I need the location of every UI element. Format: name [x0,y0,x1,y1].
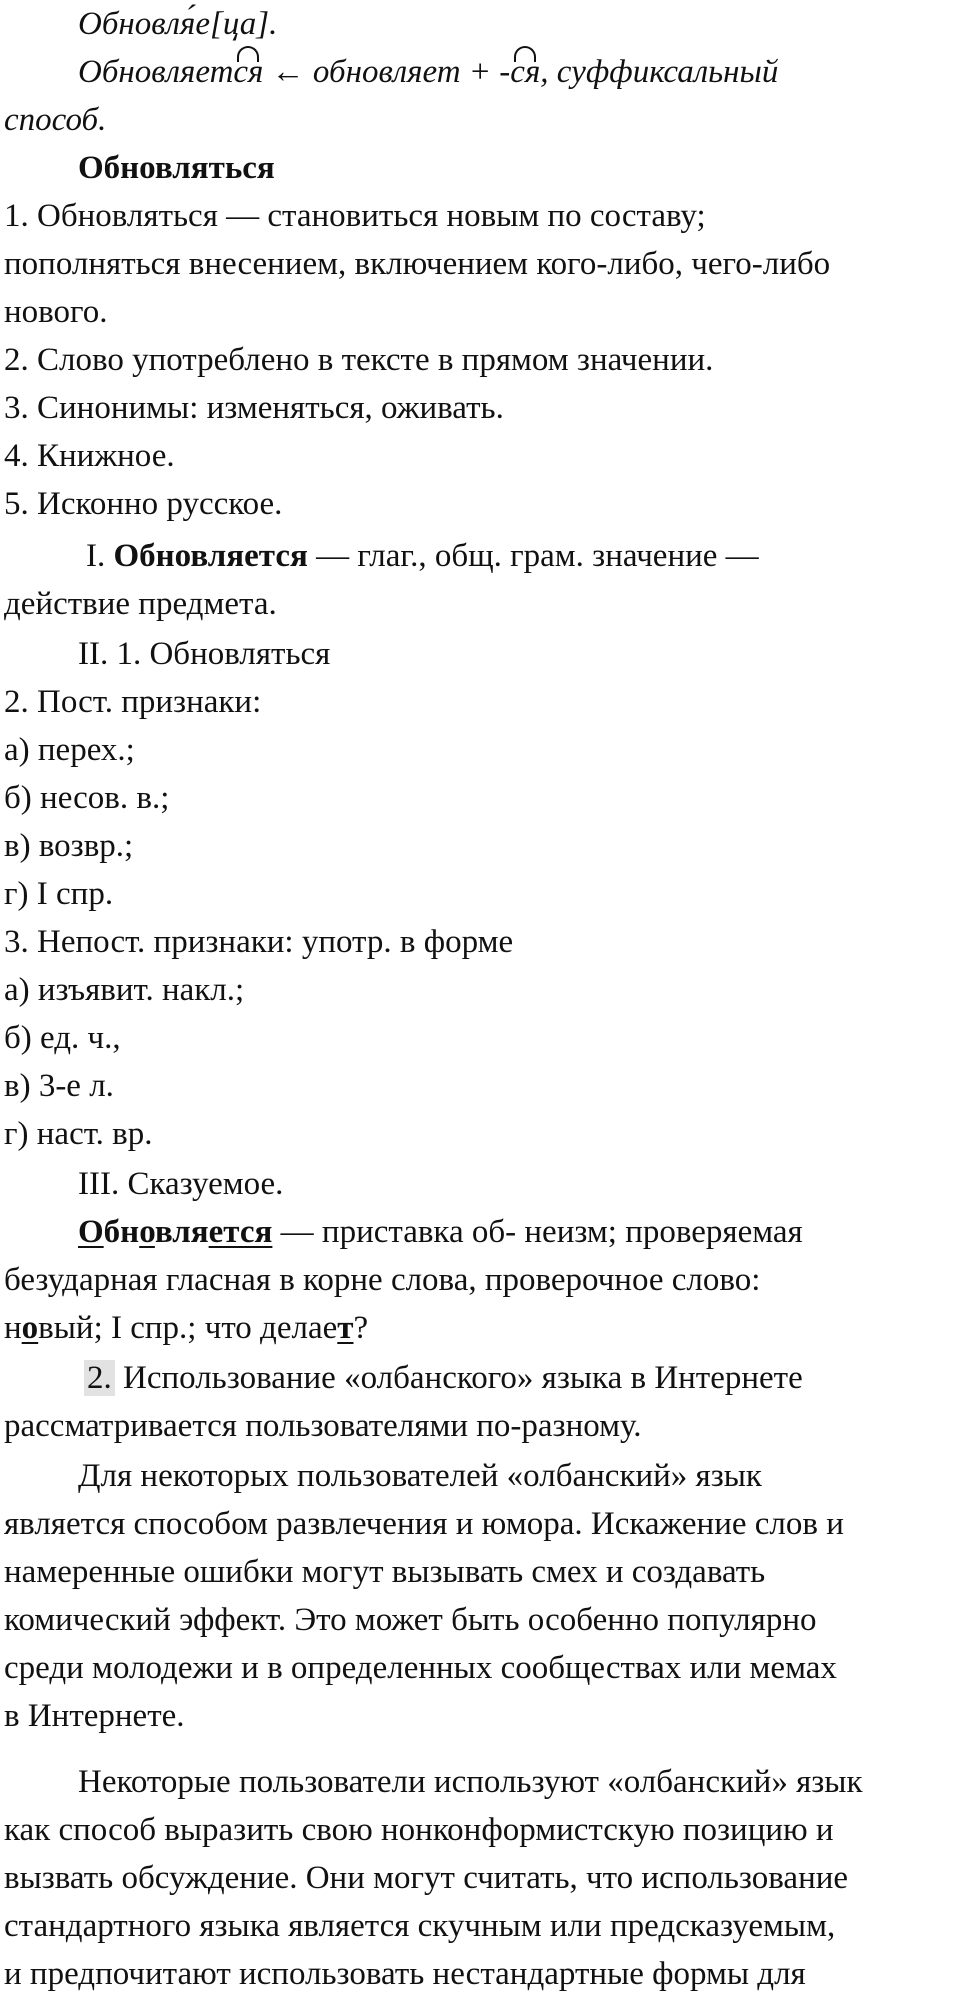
paragraph-line: комический эффект. Это может быть особенно популярно [4,1602,817,1638]
morphology-line: II. 1. Обновляться [78,636,331,672]
morphology-line: 2. Пост. признаки: [4,684,262,720]
word-formation-derivation: ← обновляет + - [263,54,511,90]
postfix-arc-mark: ся [233,54,264,90]
morphology-line: г) наст. вр. [4,1116,153,1152]
highlight-root-vowel: о [139,1214,155,1250]
morphology-line: а) перех.; [4,732,135,768]
highlight-check-vowel: о [21,1310,39,1346]
text: ? [353,1310,369,1346]
postfix-arc-mark-2: ся [510,54,541,90]
orthography-line [78,1212,803,1252]
morphology-line: в) возвр.; [4,828,134,864]
highlight-prefix: О [78,1214,104,1250]
morphology-line: 3. Непост. признаки: употр. в форме [4,924,514,960]
orthography-line: безударная гласная в корне слова, проверочное слово: [4,1262,761,1298]
text: вый; I спр.; что делае [38,1310,338,1346]
paragraph-line: Для некоторых пользователей «олбанский» язык [78,1458,762,1494]
text: — приставка об- неизм; проверяемая [272,1214,803,1250]
morphology-line: б) ед. ч., [4,1020,121,1056]
text: способ. [4,102,107,138]
lexical-line: 5. Исконно русское. [4,486,283,522]
morphology-line: а) изъявит. накл.; [4,972,245,1008]
text: I. [86,538,114,574]
text: вля [154,1214,209,1250]
morphology-part-i [86,536,759,576]
morphology-line: действие предмета. [4,586,277,622]
orthography-line [4,1308,368,1348]
morphology-word: Обновляется [113,538,308,574]
text: Обновляться [78,150,275,186]
highlight-check-ending: т [337,1310,354,1346]
morphology-line: в) 3-е л. [4,1068,114,1104]
word-formation-line [78,52,778,92]
lexical-line: 2. Слово употреблено в тексте в прямом значении. [4,342,714,378]
word-formation-stem: Обновляет [78,54,234,90]
paragraph-line: как способ выразить свою нонконформистскую позицию и [4,1812,834,1848]
word-formation-method-cont [4,100,106,140]
lexical-line: пополняться внесением, включением кого-либо, чего-либо [4,246,831,282]
paragraph-line: стандартного языка является скучным или предсказуемым, [4,1908,836,1944]
text: Использование «олбанского» языка в Интернете [114,1360,803,1396]
lexical-line: 4. Книжное. [4,438,175,474]
highlight-ending: ется [208,1214,273,1250]
lexical-line: 1. Обновляться — становиться новым по составу; [4,198,706,234]
lexical-line: нового. [4,294,108,330]
paragraph-line: в Интернете. [4,1698,185,1734]
paragraph-line: намеренные ошибки могут вызывать смех и создавать [4,1554,766,1590]
morphology-line: III. Сказуемое. [78,1166,284,1202]
paragraph-line: Некоторые пользователи используют «олбанский» язык [78,1764,863,1800]
paragraph-line: является способом развлечения и юмора. Искажение слов и [4,1506,844,1542]
stress-transcription: Обновля́е[ца]. [78,6,278,42]
paragraph-line: и предпочитают использовать нестандартные формы для [4,1956,806,1992]
paragraph-line: вызвать обсуждение. Они могут считать, что использование [4,1860,849,1896]
morphology-line: б) несов. в.; [4,780,170,816]
morphology-line: г) I спр. [4,876,114,912]
text: — глаг., общ. грам. значение — [307,538,759,574]
text: бн [103,1214,140,1250]
paragraph-line: среди молодежи и в определенных сообществах или мемах [4,1650,837,1686]
lexical-line: 3. Синонимы: изменяться, оживать. [4,390,504,426]
stress-transcription-line [78,4,277,44]
word-formation-method: , суффиксальный [540,54,779,90]
text: н [4,1310,22,1346]
task-2-line: рассматривается пользователями по-разному. [4,1408,642,1444]
task-2-line [84,1358,803,1398]
task-number: 2. [84,1360,115,1396]
lexical-heading [78,148,275,188]
